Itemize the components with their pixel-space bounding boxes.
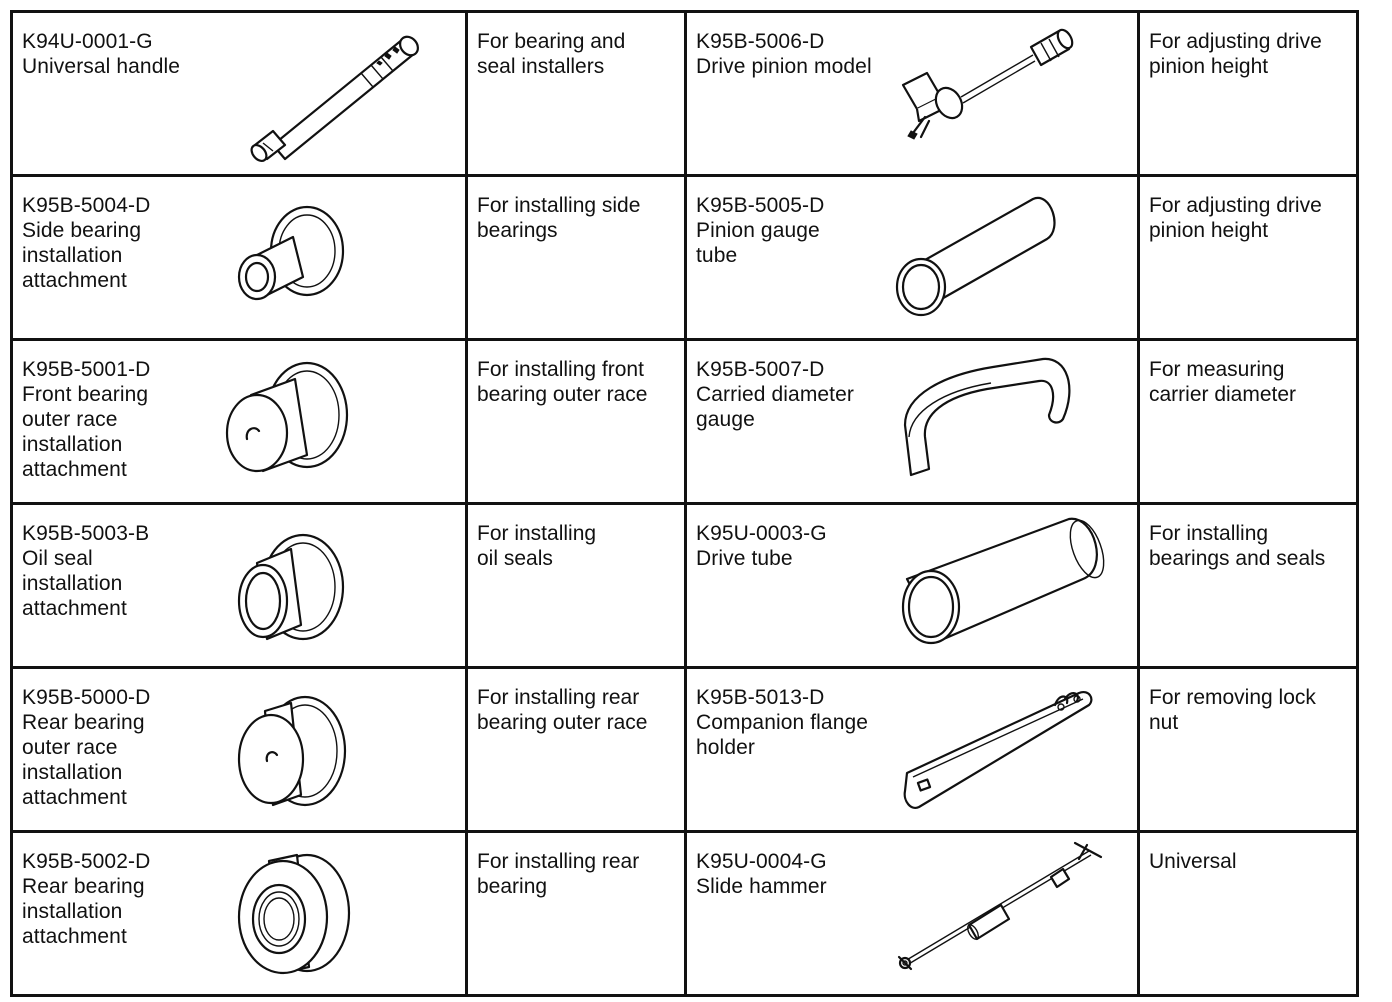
rear-bearing-race-attachment-icon bbox=[211, 673, 461, 826]
tool-cell bbox=[686, 504, 1139, 668]
purpose-text: For installing oil seals bbox=[477, 522, 597, 570]
purpose-text: Universal bbox=[1149, 850, 1237, 873]
tool-name: K95B-5002-D Rear bearing installation attachment bbox=[22, 850, 151, 948]
purpose-cell bbox=[467, 12, 686, 176]
tool-name: K95B-5000-D Rear bearing outer race installation attachment bbox=[22, 686, 151, 809]
companion-flange-holder-icon bbox=[883, 673, 1133, 826]
rear-bearing-attachment-icon bbox=[211, 837, 461, 990]
tool-name: K94U-0001-G Universal handle bbox=[22, 30, 181, 78]
table-row bbox=[12, 668, 1358, 832]
tool-name: K95B-5007-D Carried diameter gauge bbox=[696, 358, 854, 431]
tool-name: K95B-5006-D Drive pinion model bbox=[696, 30, 872, 78]
drive-tube-icon bbox=[883, 509, 1133, 662]
tool-cell bbox=[686, 668, 1139, 832]
tool-cell bbox=[12, 668, 467, 832]
table-row bbox=[12, 504, 1358, 668]
tool-cell bbox=[12, 12, 467, 176]
purpose-cell bbox=[467, 340, 686, 504]
tool-name: K95B-5004-D Side bearing installation attachment bbox=[22, 194, 151, 292]
purpose-cell bbox=[467, 832, 686, 996]
table-row bbox=[12, 340, 1358, 504]
tool-cell bbox=[686, 832, 1139, 996]
tool-cell bbox=[686, 340, 1139, 504]
tool-cell bbox=[686, 176, 1139, 340]
slide-hammer-icon bbox=[883, 837, 1133, 990]
purpose-text: For removing lock nut bbox=[1149, 686, 1316, 734]
purpose-text: For installing side bearings bbox=[477, 194, 641, 242]
purpose-cell bbox=[1139, 176, 1358, 340]
tool-cell bbox=[12, 504, 467, 668]
purpose-text: For adjusting drive pinion height bbox=[1149, 194, 1322, 242]
purpose-cell bbox=[1139, 832, 1358, 996]
universal-handle-icon bbox=[211, 17, 461, 170]
table-row bbox=[12, 832, 1358, 996]
diameter-gauge-icon bbox=[883, 345, 1133, 498]
tool-name: K95B-5003-B Oil seal installation attachment bbox=[22, 522, 150, 620]
tool-name: K95B-5005-D Pinion gauge tube bbox=[696, 194, 825, 267]
front-bearing-attachment-icon bbox=[211, 345, 461, 498]
special-tools-table bbox=[10, 10, 1359, 997]
tool-name: K95B-5001-D Front bearing outer race installation attachment bbox=[22, 358, 151, 481]
oil-seal-attachment-icon bbox=[211, 509, 461, 662]
purpose-cell bbox=[467, 504, 686, 668]
purpose-text: For installing rear bearing bbox=[477, 850, 640, 898]
purpose-cell bbox=[467, 176, 686, 340]
tool-name: K95B-5013-D Companion flange holder bbox=[696, 686, 869, 759]
purpose-cell bbox=[1139, 12, 1358, 176]
drive-pinion-model-icon bbox=[883, 17, 1133, 170]
table-row bbox=[12, 12, 1358, 176]
side-bearing-attachment-icon bbox=[211, 181, 461, 334]
tool-name: K95U-0004-G Slide hammer bbox=[696, 850, 827, 898]
purpose-text: For measuring carrier diameter bbox=[1149, 358, 1297, 406]
table-row bbox=[12, 176, 1358, 340]
purpose-text: For installing front bearing outer race bbox=[477, 358, 648, 406]
tool-name: K95U-0003-G Drive tube bbox=[696, 522, 827, 570]
tool-cell bbox=[12, 176, 467, 340]
purpose-cell bbox=[1139, 504, 1358, 668]
tool-cell bbox=[686, 12, 1139, 176]
purpose-text: For adjusting drive pinion height bbox=[1149, 30, 1322, 78]
purpose-cell bbox=[1139, 668, 1358, 832]
purpose-text: For bearing and seal installers bbox=[477, 30, 626, 78]
pinion-gauge-tube-icon bbox=[883, 181, 1133, 334]
purpose-cell bbox=[1139, 340, 1358, 504]
purpose-cell bbox=[467, 668, 686, 832]
purpose-text: For installing rear bearing outer race bbox=[477, 686, 648, 734]
tool-cell bbox=[12, 340, 467, 504]
tool-cell bbox=[12, 832, 467, 996]
purpose-text: For installing bearings and seals bbox=[1149, 522, 1326, 570]
